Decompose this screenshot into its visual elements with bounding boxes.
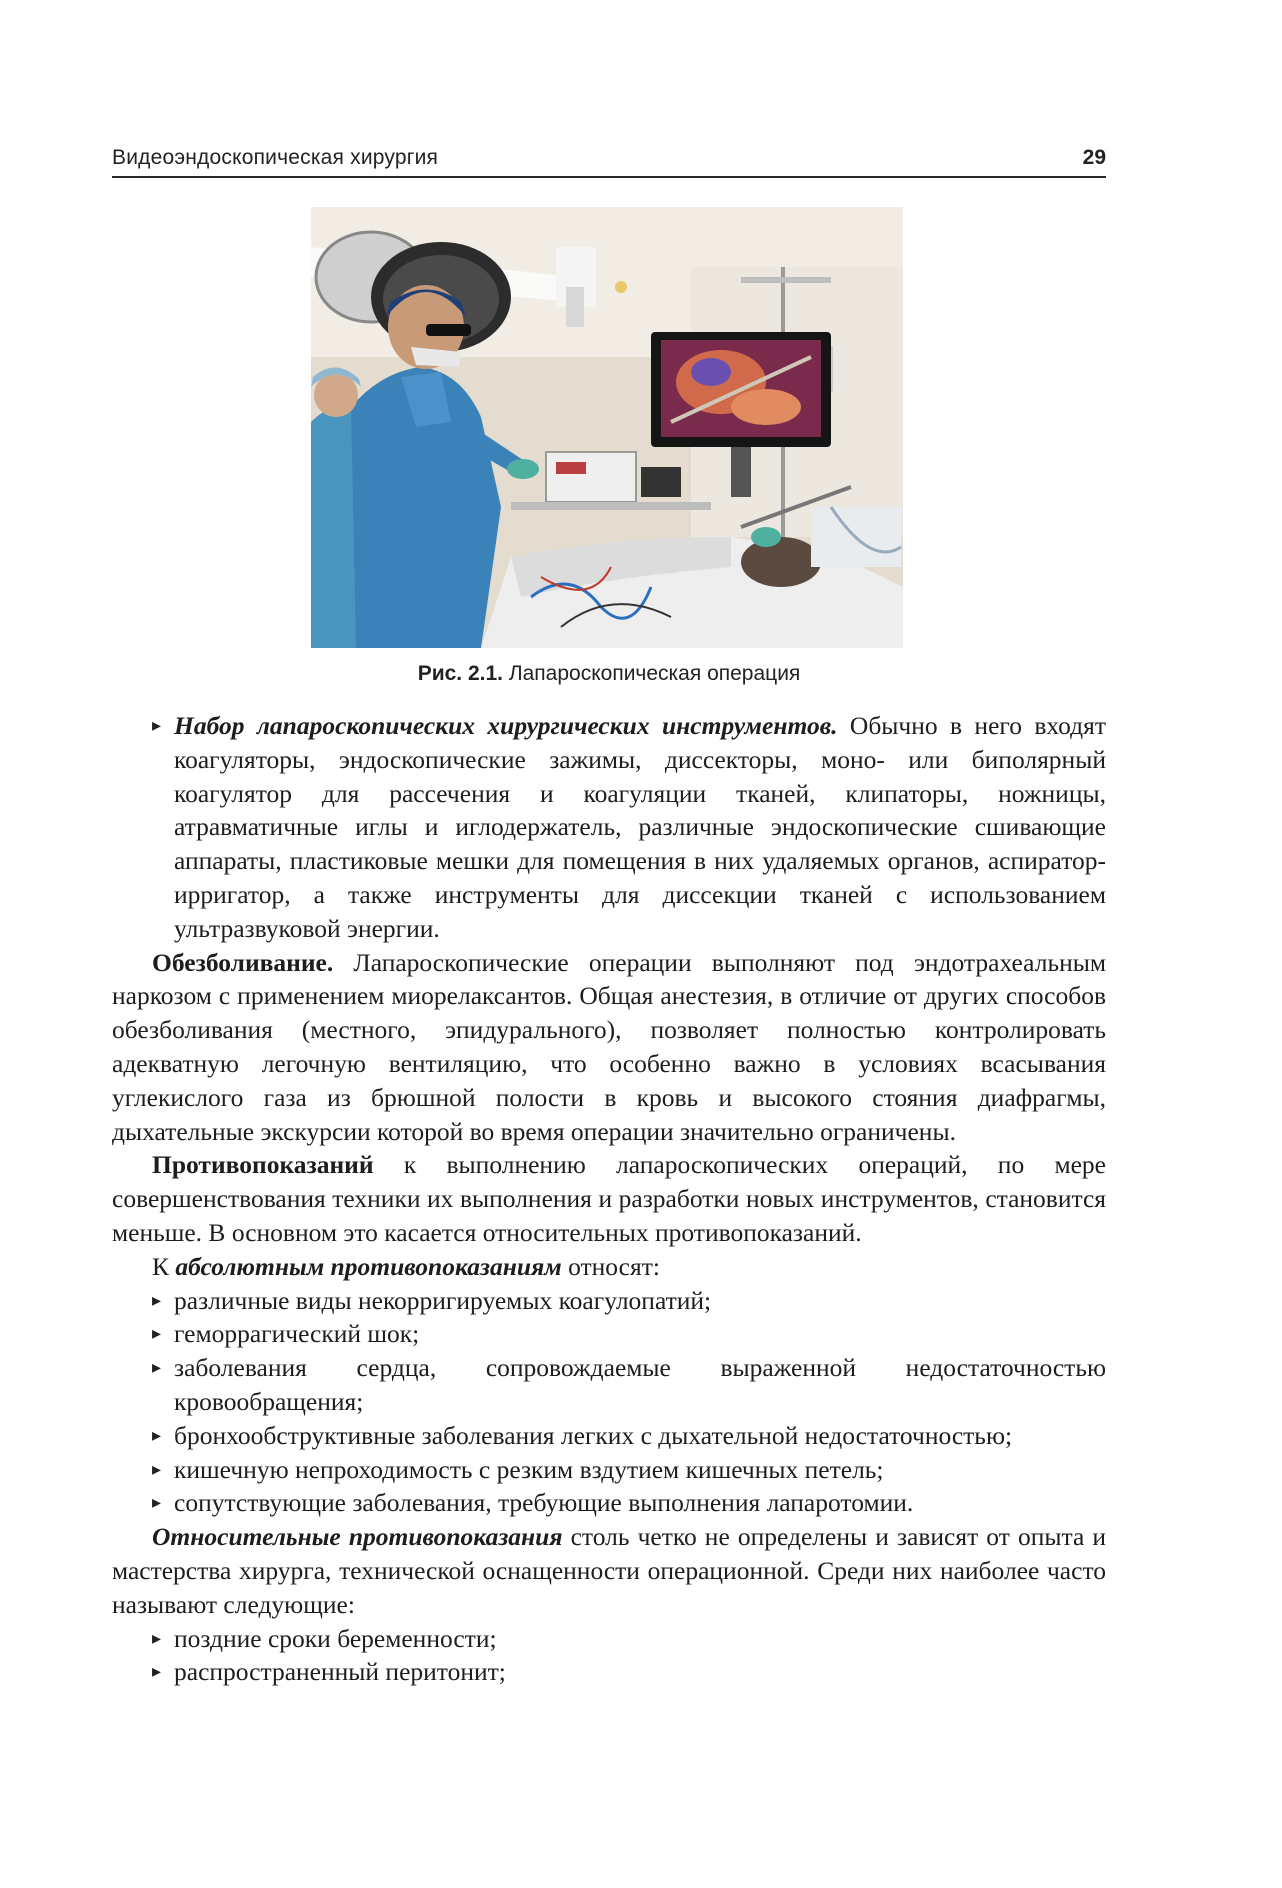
bullet-marker-icon: ▸ (152, 1357, 162, 1378)
page-number: 29 (1082, 146, 1106, 169)
list-item (112, 1284, 1106, 1318)
bullet-marker-icon: ▸ (152, 1323, 162, 1344)
anesthesia-lead: Обезболивание. (152, 947, 334, 977)
bullet-marker-icon: ▸ (152, 1492, 162, 1513)
list-item (112, 1317, 1106, 1351)
bullet-marker-icon: ▸ (152, 1424, 162, 1445)
bullet-marker-icon: ▸ (152, 1289, 162, 1310)
running-header-title: Видеоэндоскопическая хирургия (112, 146, 439, 169)
contraindications-lead: Противопоказаний (152, 1150, 374, 1180)
list-item (112, 1655, 1106, 1689)
bullet-marker-icon: ▸ (152, 1458, 162, 1479)
absolute-item-text: геморрагический шок; (174, 1319, 420, 1349)
relative-text: столь четко не определены и зависят от опыта и мастерства хирурга, технической оснащенности операционной. Среди них наиболее часто называют следующие: (112, 1522, 1106, 1619)
bullet-marker-icon: ▸ (152, 1661, 162, 1682)
figure-laparoscopic-operation-photo (311, 207, 903, 648)
absolute-prefix: К (152, 1251, 170, 1281)
list-item (112, 1419, 1106, 1453)
instruments-text: Обычно в него входят коагуляторы, эндоскопические зажимы, диссекторы, моно- или биполярный коагулятор для рассечения и коагуляции тканей, клипаторы, ножницы, атравматичные иглы и иглодержатель, различные эндоскопические сшивающие аппараты, пластиковые мешки для помещения в них удаляемых органов, аспиратор-ирригатор, а также инструменты для диссекции тканей с использованием ультразвуковой энергии. (174, 711, 1107, 943)
paragraph-anesthesia (112, 946, 1106, 1149)
relative-lead: Относительные противопоказания (152, 1522, 563, 1552)
list-item (112, 1486, 1106, 1520)
absolute-item-text: бронхообструктивные заболевания легких с дыхательной недостаточностью; (174, 1420, 1013, 1450)
relative-item-text: поздние сроки беременности; (174, 1623, 497, 1653)
figure-label: Рис. 2.1. (417, 662, 503, 685)
paragraph-absolute-intro (112, 1250, 1106, 1284)
absolute-item-text: сопутствующие заболевания, требующие выполнения лапаротомии. (174, 1488, 914, 1518)
absolute-item-text: заболевания сердца, сопровождаемые выраженной недостаточностью кровообращения; (174, 1353, 1106, 1416)
absolute-suffix: относят: (568, 1251, 660, 1281)
figure-caption-text: Лапароскопическая операция (508, 662, 801, 685)
main-text (112, 709, 1106, 1689)
bullet-marker-icon: ▸ (152, 715, 162, 735)
instruments-lead: Набор лапароскопических хирургических инструментов. (174, 711, 838, 740)
paragraph-contraindications (112, 1148, 1106, 1249)
list-item (112, 1453, 1106, 1487)
operating-room-illustration (311, 207, 903, 648)
figure-caption (112, 662, 1106, 686)
bullet-marker-icon: ▸ (152, 1627, 162, 1648)
list-item-instruments (112, 709, 1106, 946)
absolute-item-text: различные виды некорригируемых коагулопатий; (174, 1285, 712, 1315)
paragraph-relative (112, 1520, 1106, 1621)
absolute-item-text: кишечную непроходимость с резким вздутием кишечных петель; (174, 1454, 884, 1484)
relative-item-text: распространенный перитонит; (174, 1657, 506, 1687)
running-header (112, 140, 1106, 178)
list-item (112, 1351, 1106, 1419)
contraindications-text: к выполнению лапароскопических операций, по мере совершенствования техники их выполнения и разработки новых инструментов, становится меньше. В основном это касается относительных противопоказаний. (112, 1150, 1106, 1247)
list-item (112, 1622, 1106, 1656)
anesthesia-text: Лапароскопические операции выполняют под эндотрахеальным наркозом с применением миорелаксантов. Общая анестезия, в отличие от других способов обезболивания (местного, эпидурального), позволяет полностью контролировать адекватную легочную вентиляцию, что особенно важно в условиях всасывания углекислого газа из брюшной полости в кровь и высокого стояния диафрагмы, дыхательные экскурсии которой во время операции значительно ограничены. (112, 947, 1106, 1146)
absolute-lead: абсолютным противопоказаниям (175, 1251, 562, 1281)
